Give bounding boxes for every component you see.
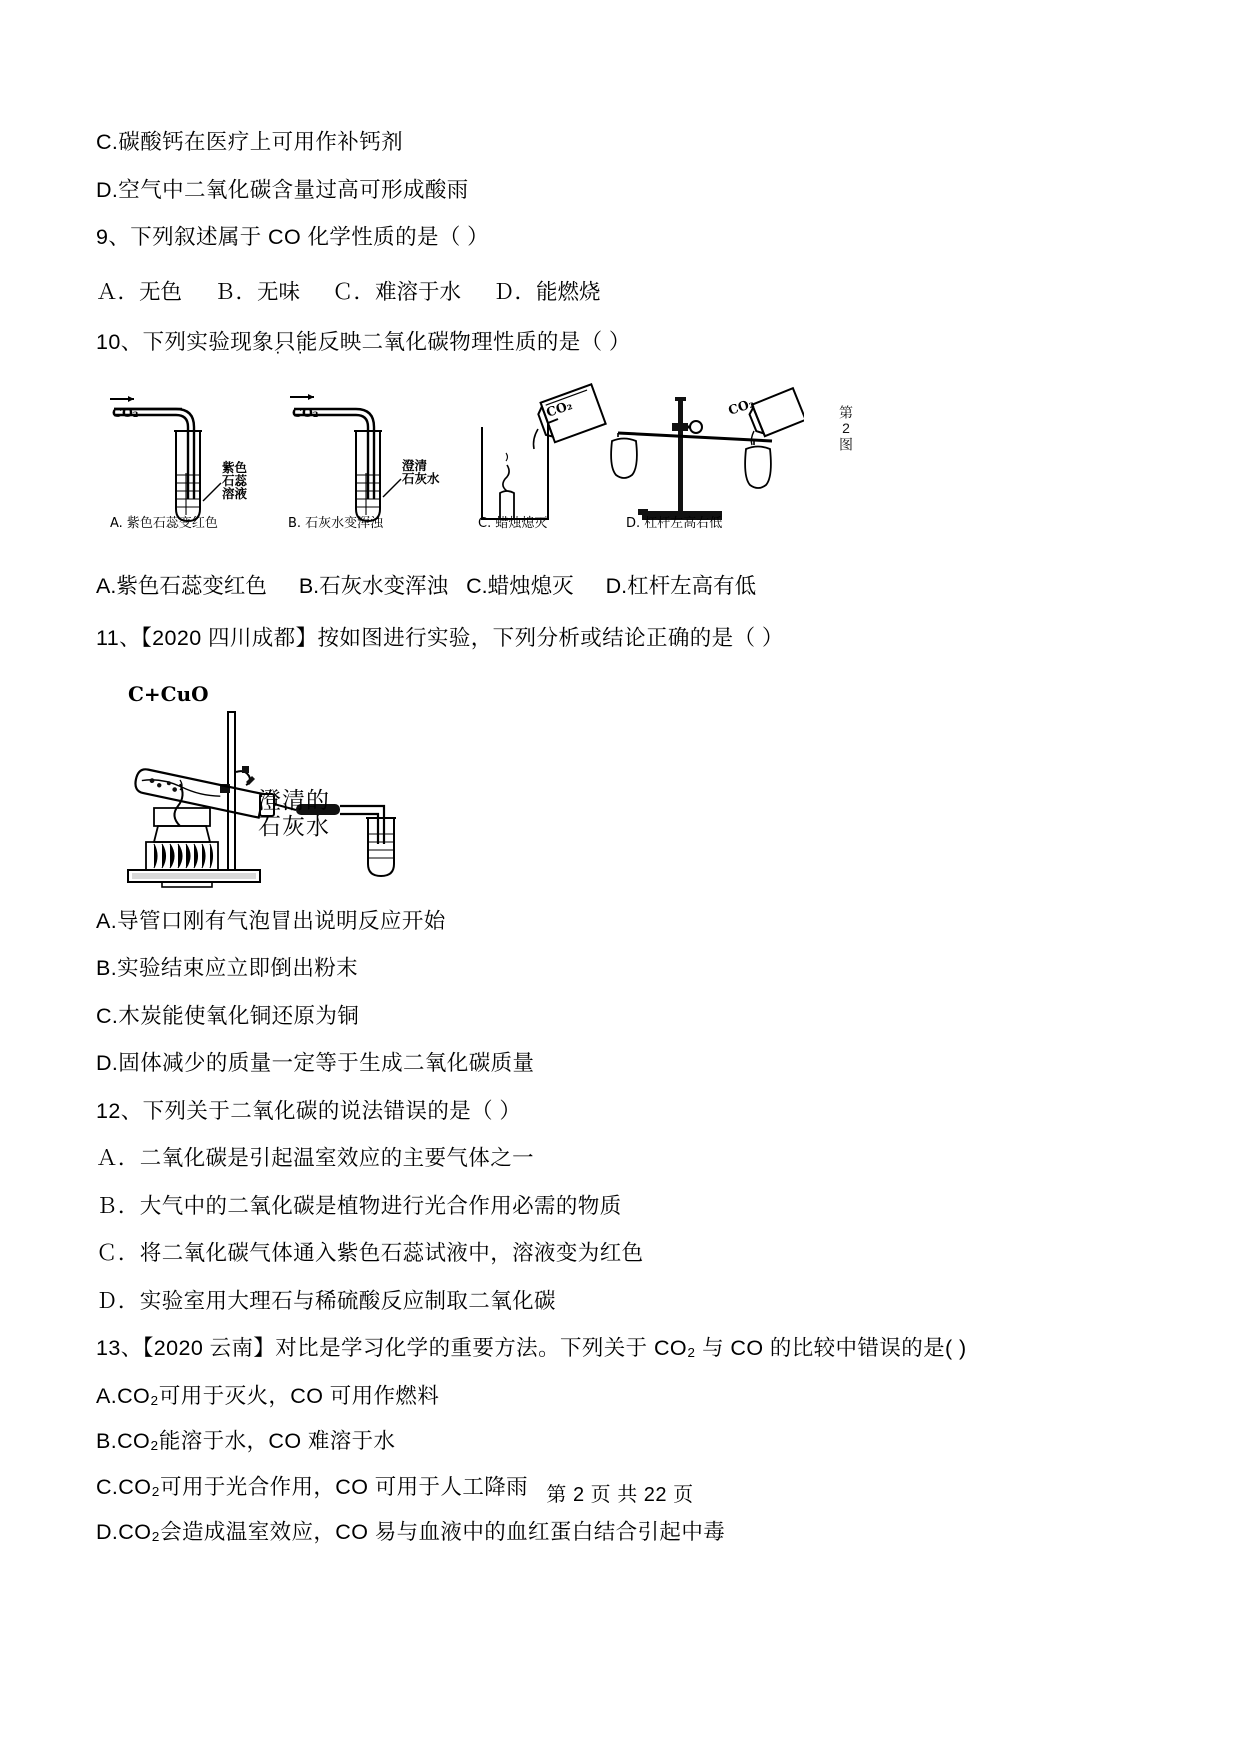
apparatus-lever-svg <box>604 379 804 529</box>
handwritten-limewater-label <box>258 788 330 841</box>
page-footer: 第 2 页 共 22 页 <box>546 1484 694 1506</box>
figure-panel-d <box>604 379 804 529</box>
q9-option-c: Ｃ．难溶于水 <box>332 279 462 304</box>
question-11-text: 【2020 四川成都】按如图进行实验，下列分析或结论正确的是（ ） <box>141 626 784 650</box>
apparatus-reduction-svg <box>110 676 430 891</box>
question-12-number: 12、 <box>96 1098 143 1123</box>
question-11-stem <box>96 628 1146 650</box>
apparatus-candle-svg <box>462 379 612 529</box>
apparatus-limewater-svg <box>284 379 454 529</box>
co2-gas-label-d: CO₂ <box>726 395 756 418</box>
question-11-option-b: B.实验结束应立即倒出粉末 <box>96 956 359 980</box>
question-11-figure <box>110 676 430 891</box>
figure-caption-c: C. 蜡烛熄灭 <box>478 516 548 531</box>
figure-caption-b: B. 石灰水变浑浊 <box>288 516 384 531</box>
tube-label-b: 澄清 石灰水 <box>402 458 440 487</box>
question-10-stem <box>96 329 1146 354</box>
page-content <box>96 132 1146 1568</box>
co2-gas-label-a: CO₂ <box>112 405 139 420</box>
q10-option-a: A.紫色石蕊变红色 <box>96 574 267 598</box>
question-12-text: 下列关于二氧化碳的说法错误的是（ ） <box>142 1098 522 1123</box>
question-13-option-d: D.CO₂会造成温室效应，CO 易与血液中的血红蛋白结合引起中毒 <box>96 1520 726 1544</box>
question-11-option-d: D.固体减少的质量一定等于生成二氧化碳质量 <box>96 1051 535 1075</box>
question-12-option-a: Ａ．二氧化碳是引起温室效应的主要气体之一 <box>96 1146 535 1170</box>
figure-panel-c <box>462 379 612 529</box>
co2-gas-label-c: CO₂ <box>544 397 574 420</box>
figure-caption-d: D. 杠杆左高右低 <box>626 516 723 531</box>
q10-option-b: B.石灰水变浑浊 <box>298 574 449 598</box>
previous-option-c: C.碳酸钙在医疗上可用作补钙剂 <box>96 130 404 154</box>
question-13-option-a: A.CO₂可用于灭火，CO 可用作燃料 <box>96 1383 440 1408</box>
question-11-number: 11、 <box>96 626 142 650</box>
co2-gas-label-b: CO₂ <box>292 405 319 420</box>
question-12-option-c: Ｃ．将二氧化碳气体通入紫色石蕊试液中，溶液变为红色 <box>96 1241 644 1265</box>
question-10-emphasis: 只能 · · <box>274 330 318 354</box>
apparatus-litmus-svg <box>104 379 274 529</box>
question-10-number: 10、 <box>96 329 143 354</box>
question-9-options <box>96 275 1146 306</box>
question-12-option-d: Ｄ．实验室用大理石与稀硫酸反应制取二氧化碳 <box>96 1288 556 1313</box>
question-10-figure <box>104 379 854 531</box>
q10-option-d: D.杠杆左高有低 <box>605 574 757 598</box>
question-9-number: 9、 <box>96 225 131 249</box>
q9-option-d: Ｄ．能燃烧 <box>493 279 601 304</box>
question-11-option-a: A.导管口刚有气泡冒出说明反应开始 <box>96 908 446 933</box>
question-13-stem <box>96 1338 1146 1360</box>
q10-option-c: C.蜡烛熄灭 <box>466 574 574 598</box>
handwritten-line-1: 澄清的 <box>258 787 330 814</box>
question-13-option-b: B.CO₂能溶于水，CO 难溶于水 <box>96 1429 396 1453</box>
q9-option-b: Ｂ．无味 <box>214 279 301 304</box>
previous-option-d: D.空气中二氧化碳含量过高可形成酸雨 <box>96 177 469 202</box>
question-10-stem-post: 反映二氧化碳物理性质的是（ ） <box>317 329 631 354</box>
question-9-stem <box>96 227 1146 249</box>
question-12-stem <box>96 1098 1146 1123</box>
figure-caption-a: A. 紫色石蕊变红色 <box>110 516 218 531</box>
figure-panel-b <box>284 379 454 529</box>
handwritten-line-2: 石灰水 <box>258 813 330 840</box>
reagent-label: C+CuO <box>128 681 209 706</box>
figure-side-note: 第2图 <box>838 405 854 452</box>
question-13-number: 13、 <box>96 1336 143 1360</box>
question-10-stem-pre: 下列实验现象 <box>142 329 275 354</box>
question-13-option-c: C.CO₂可用于光合作用，CO 可用于人工降雨 <box>96 1474 529 1499</box>
question-13-text: 【2020 云南】对比是学习化学的重要方法。下列关于 CO₂ 与 CO 的比较中错误的是( ) <box>142 1336 967 1360</box>
tube-label-a: 紫色 石蕊 溶液 <box>222 460 248 502</box>
question-12-option-b: Ｂ．大气中的二氧化碳是植物进行光合作用必需的物质 <box>96 1193 622 1218</box>
question-9-text: 下列叙述属于 CO 化学性质的是（ ） <box>130 225 490 249</box>
q9-option-a: Ａ．无色 <box>96 279 183 304</box>
figure-panel-a <box>104 379 274 529</box>
question-10-options <box>96 569 1146 600</box>
question-11-option-c: C.木炭能使氧化铜还原为铜 <box>96 1003 360 1028</box>
